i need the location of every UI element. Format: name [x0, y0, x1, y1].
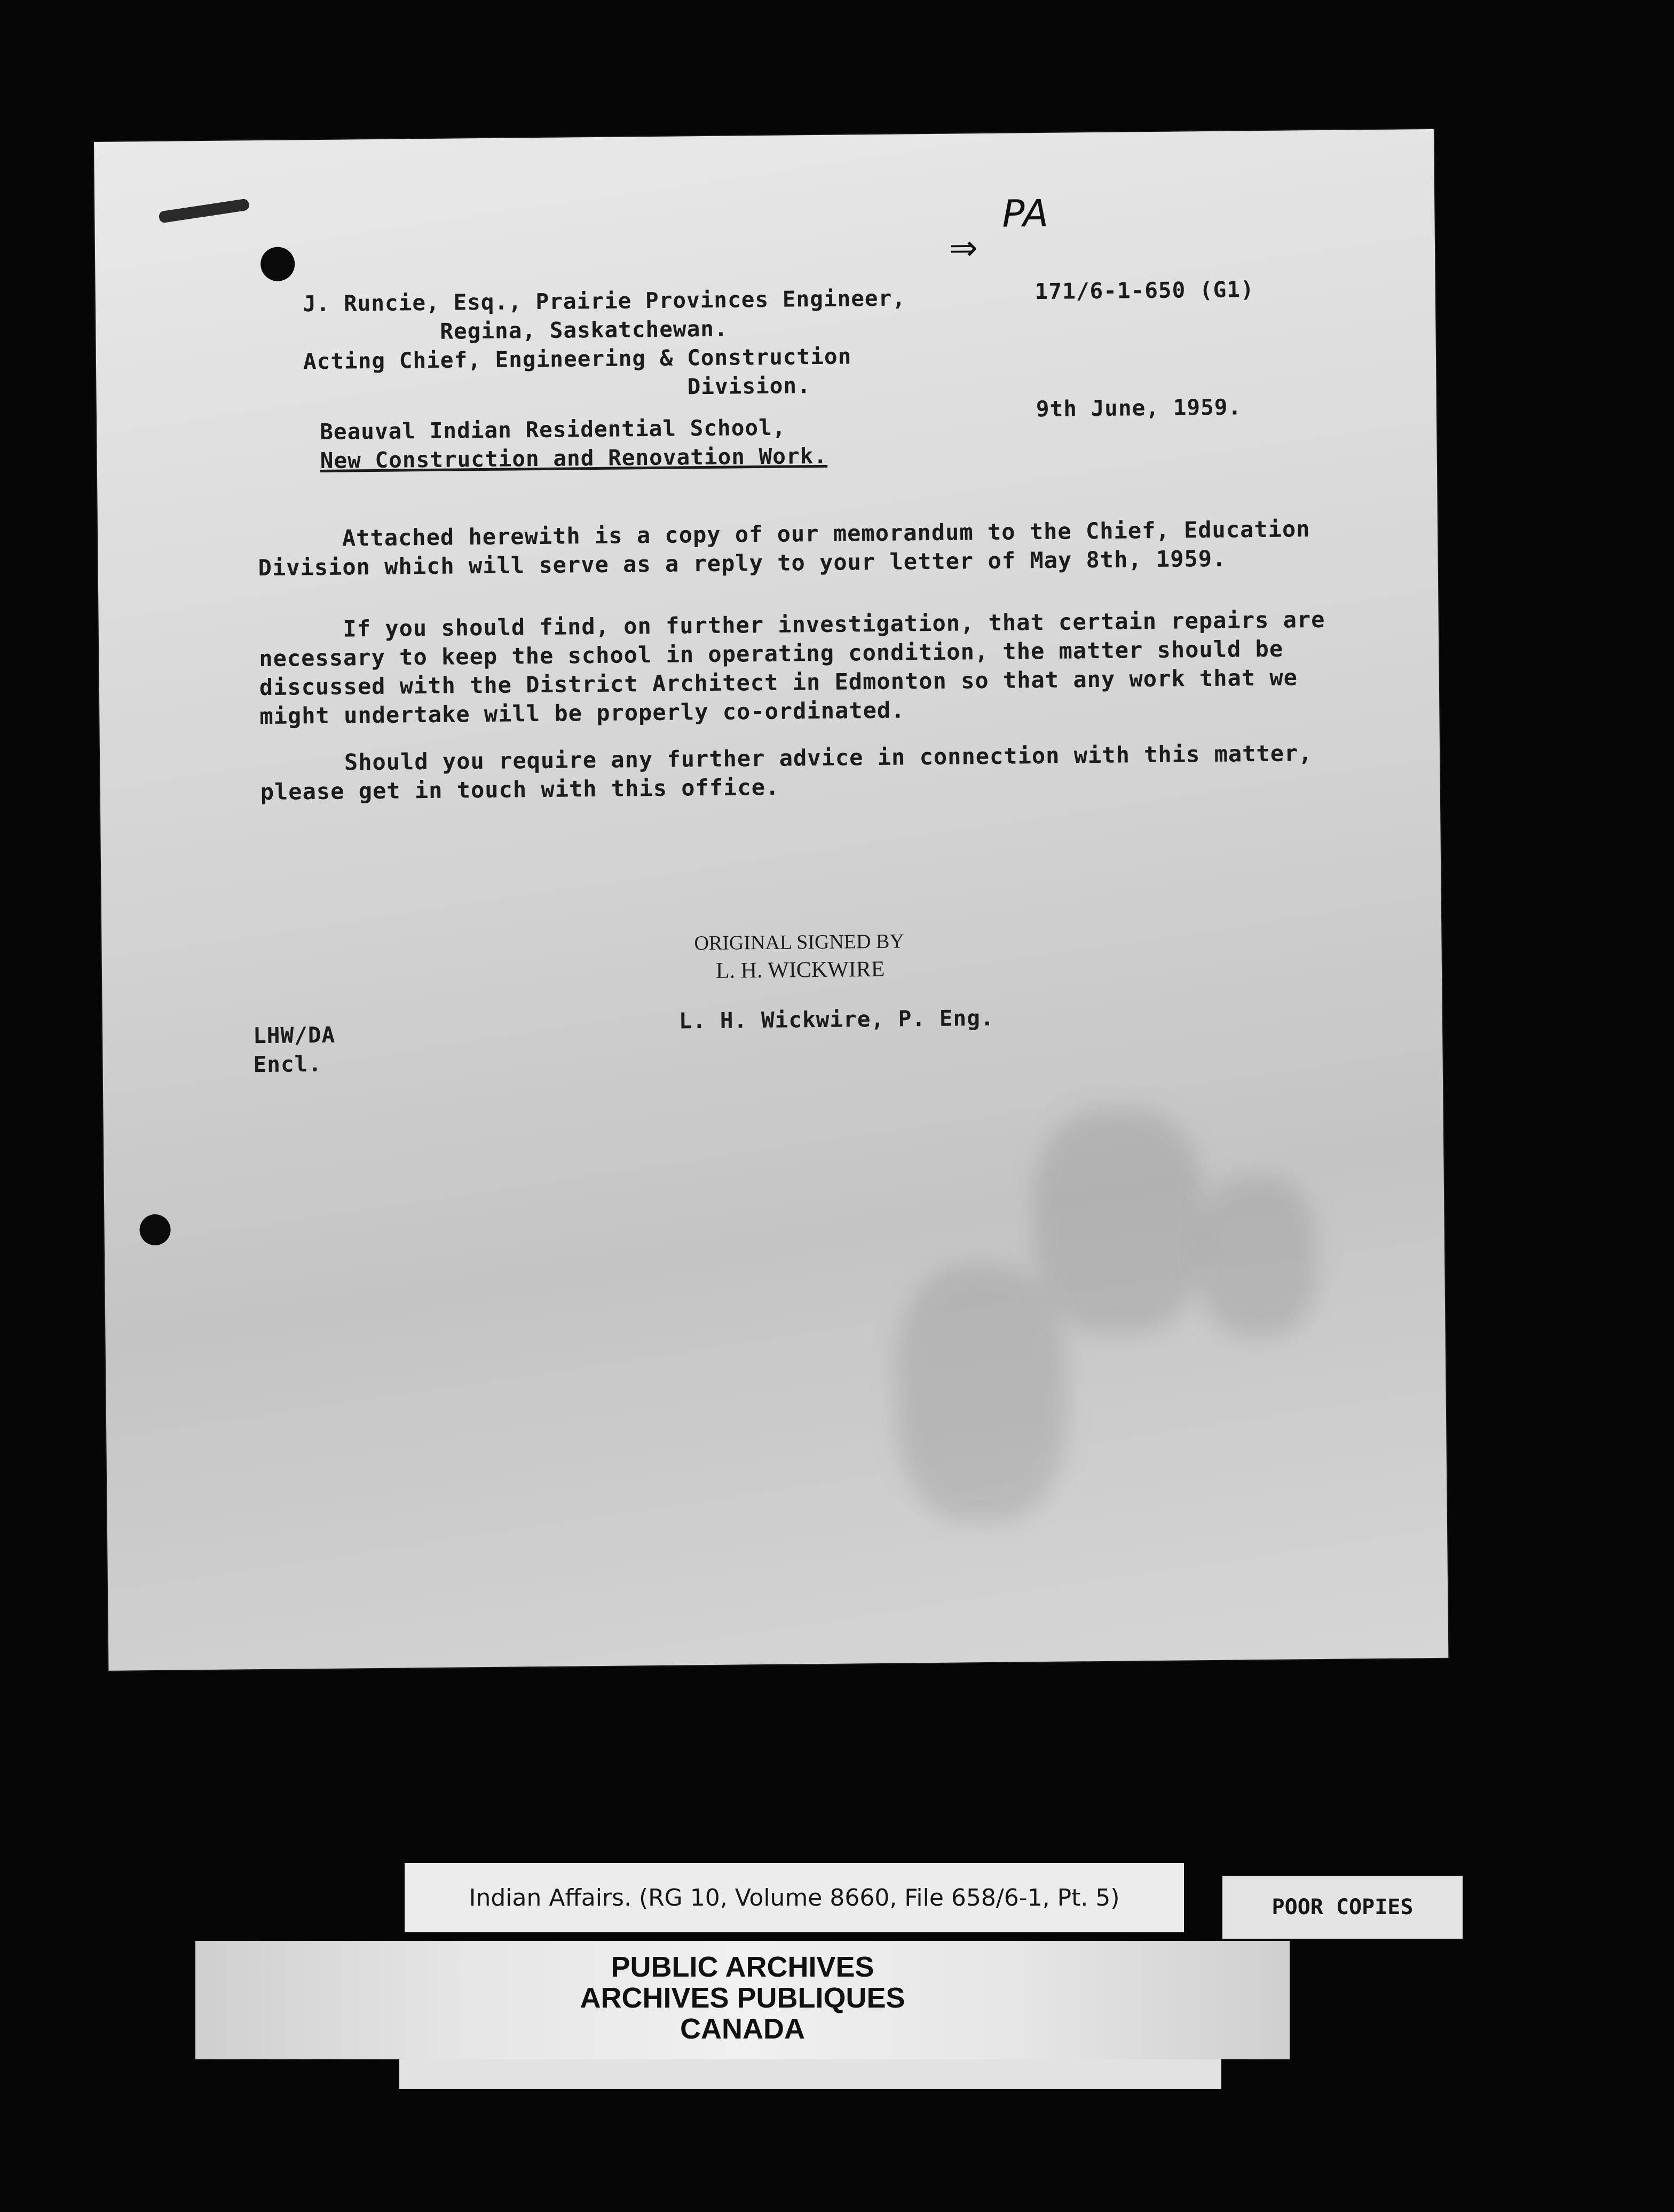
typist-initials: LHW/DA — [252, 1022, 336, 1049]
subject-line-underlined: New Construction and Renovation Work. — [320, 443, 828, 473]
archive-line-french: ARCHIVES PUBLIQUES — [580, 1982, 905, 2014]
address-line: Division. — [303, 373, 811, 404]
archive-label-text — [195, 1952, 1290, 2044]
punch-hole-bottom — [139, 1214, 171, 1246]
staple-mark — [159, 199, 250, 224]
subject-block — [320, 413, 827, 475]
archive-reference-label: Indian Affairs. (RG 10, Volume 8660, File 658/6-1, Pt. 5) — [405, 1863, 1184, 1932]
file-number: 171/6-1-650 (G1) — [1035, 276, 1254, 305]
typed-signature: L. H. Wickwire, P. Eng. — [678, 1005, 994, 1034]
signer-name-stamp: L. H. WICKWIRE — [715, 957, 885, 983]
punch-hole-top — [260, 247, 295, 281]
poor-copies-label: POOR COPIES — [1222, 1876, 1463, 1939]
original-signed-stamp: ORIGINAL SIGNED BY — [694, 930, 904, 955]
bleed-through-mark — [1032, 1108, 1205, 1334]
archive-label-strip — [399, 2055, 1221, 2089]
body-paragraph: Attached herewith is a copy of our memorandum to the Chief, Education Division which will serve as a reply to your letter of May 8th, 1959. — [257, 515, 1325, 581]
bleed-through-mark — [895, 1265, 1068, 1522]
address-line: Regina, Saskatchewan. — [303, 315, 728, 346]
body-paragraph: If you should find, on further investigation, that certain repairs are necessary to keep the school in operating condition, the matter should be discussed with the District Architect in Edmonton so that any work that we might undertake will be properly co-ordinated. — [258, 606, 1339, 730]
public-archives-label — [195, 1941, 1290, 2059]
address-block — [303, 283, 907, 405]
enclosure-note: Encl. — [253, 1050, 322, 1078]
letter-sheet — [94, 129, 1448, 1671]
subject-line: Beauval Indian Residential School, — [320, 414, 786, 445]
body-paragraph: Should you require any further advice in connection with this matter, please get in touch with this office. — [259, 739, 1327, 805]
letter-date: 9th June, 1959. — [1036, 394, 1242, 422]
handwritten-note: PA — [1001, 191, 1049, 236]
archive-line-country: CANADA — [680, 2013, 805, 2045]
handwritten-arrow: ⇒ — [949, 228, 978, 268]
address-line: Acting Chief, Engineering & Construction — [303, 343, 852, 375]
address-line: J. Runcie, Esq., Prairie Provinces Engineer, — [302, 285, 906, 317]
archive-line-english: PUBLIC ARCHIVES — [611, 1951, 874, 1983]
bleed-through-mark — [1198, 1176, 1317, 1338]
